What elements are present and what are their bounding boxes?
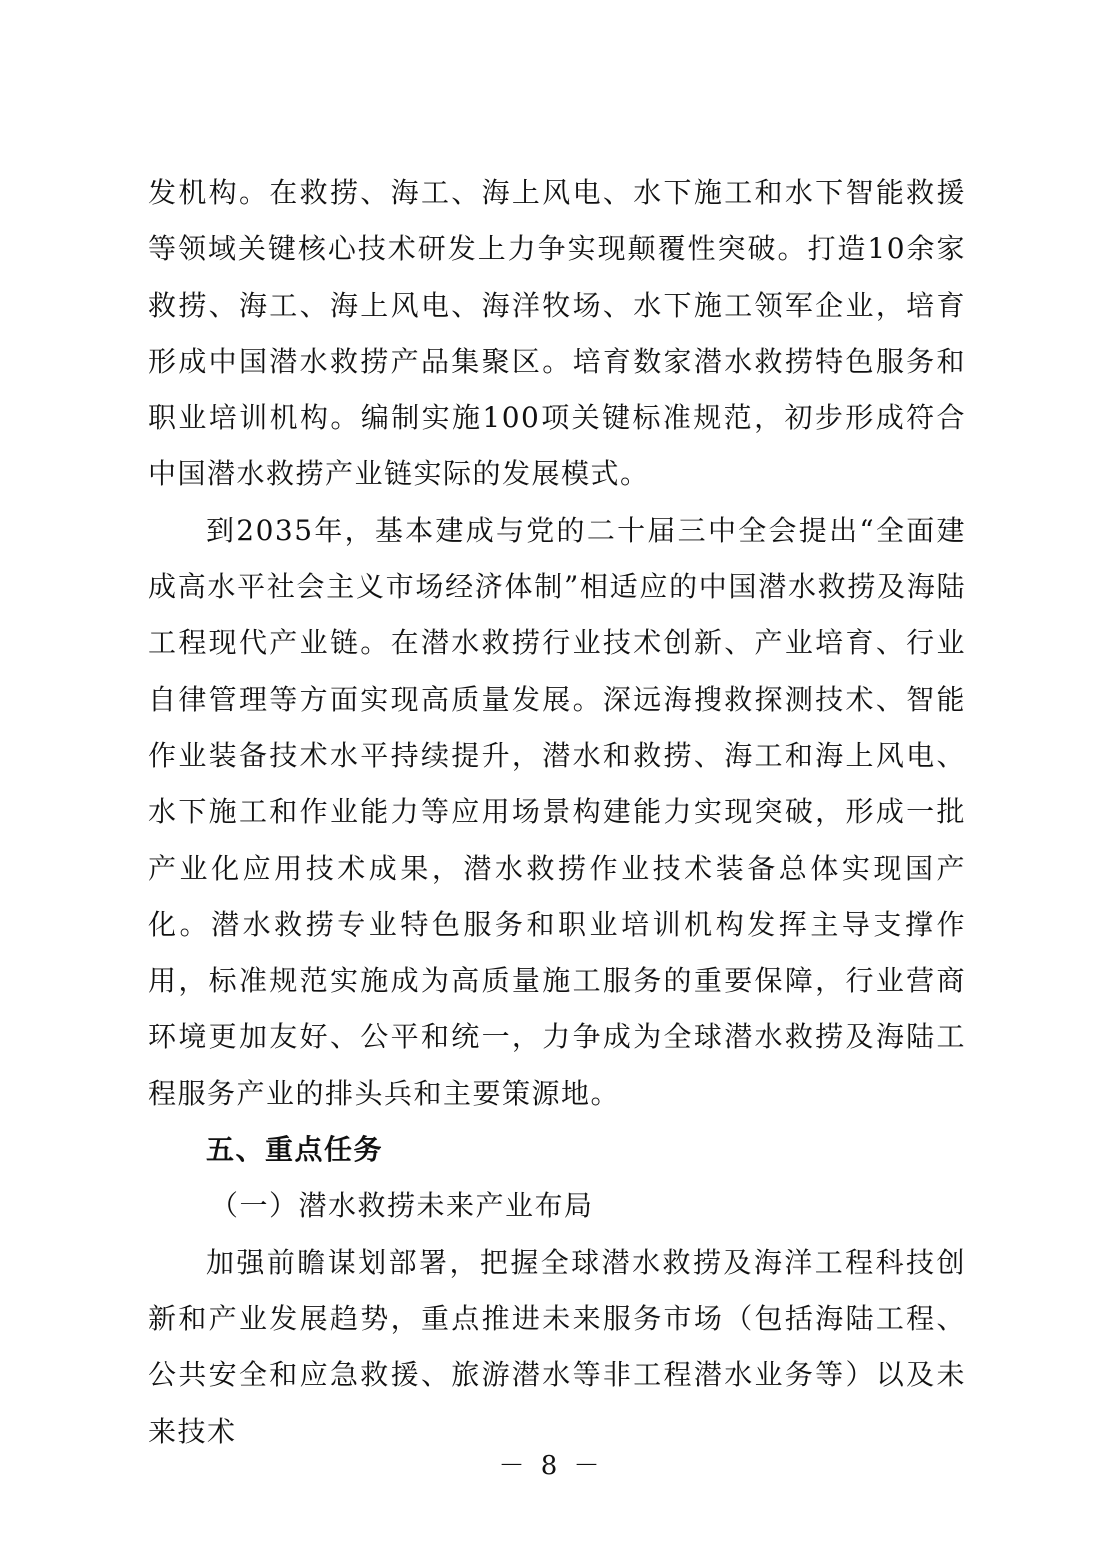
subsection-heading: （一）潜水救捞未来产业布局: [210, 1189, 594, 1223]
paragraph-layout: 加强前瞻谋划部署，把握全球潜水救捞及海洋工程科技创新和产业发展趋势，重点推进未来服务市场（包括海陆工程、公共安全和应急救援、旅游潜水等非工程潜水业务等）以及未来技术: [148, 1245, 966, 1448]
paragraph-2035-goal: 到2035年，基本建成与党的二十届三中全会提出“全面建成高水平社会主义市场经济体制”相适应的中国潜水救捞及海陆工程现代产业链。在潜水救捞行业技术创新、产业培育、行业自律管理等方面实现高质量发展。深远海搜救探测技术、智能作业装备技术水平持续提升，潜水和救捞、海工和海上风电、水下施工和作业能力等应用场景构建能力实现突破，形成一批产业化应用技术成果，潜水救捞作业技术装备总体实现国产化。潜水救捞专业特色服务和职业培训机构发挥主导支撑作用，标准规范实施成为高质量施工服务的重要保障，行业营商环境更加友好、公平和统一，力争成为全球潜水救捞及海陆工程服务产业的排头兵和主要策源地。: [148, 513, 966, 1110]
section-heading: 五、重点任务: [206, 1133, 384, 1167]
paragraph-continuation: 发机构。在救捞、海工、海上风电、水下施工和水下智能救援等领域关键核心技术研发上力争实现颠覆性突破。打造10余家救捞、海工、海上风电、海洋牧场、水下施工领军企业，培育形成中国潜水救捞产品集聚区。培育数家潜水救捞特色服务和职业培训机构。编制实施100项关键标准规范，初步形成符合中国潜水救捞产业链实际的发展模式。: [148, 176, 966, 491]
document-body: [148, 165, 966, 1460]
page-number: － 8 －: [498, 1451, 604, 1481]
